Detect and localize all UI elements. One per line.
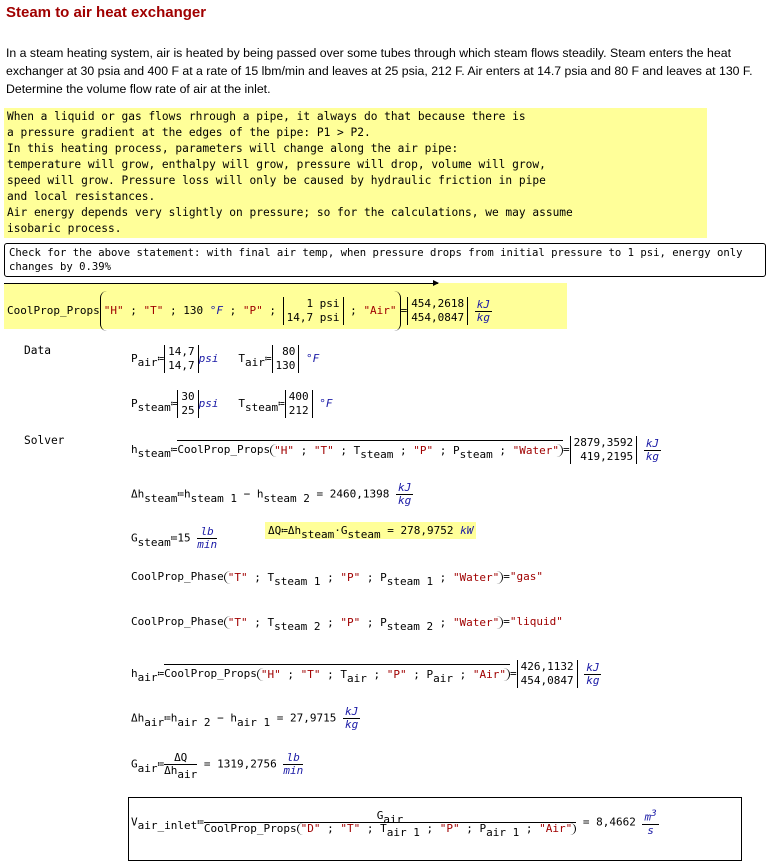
dh-air-row[interactable]: Δhair≔hair 2 − hair 1 = 27,9715 $\frac{kJ}{kg}$ [131,705,359,731]
unit-num: kJ [476,297,491,311]
p-air-unit: psi [198,352,219,365]
unit-num: kJ [397,481,412,494]
v-air-result: 8,4662 [596,815,636,829]
p-steam-v2: 25 [181,404,195,417]
dh-air-result: 27,9715 [290,711,337,725]
check-statement: Check for the above statement: with final air temp, when pressure drops from initial pressure to 1 psi, energy only changes by 0.39% [4,243,766,277]
p-air-sub: air [137,356,158,369]
g-air-result: 1319,2756 [217,757,277,771]
data-label: Data [24,344,51,357]
t-steam-sub: steam [245,401,279,414]
h-steam-r2: 419,2195 [580,450,634,463]
unit-num: m [644,810,652,824]
phase2-row[interactable]: CoolProp_Phase "T" ; Tsteam 2 ; "P" ; Psteam 2 ; "Water" ="liquid" [131,615,563,633]
h-air-r1: 426,1132 [520,660,574,673]
t-steam-name: T [238,397,245,410]
p-steam-v1: 30 [181,390,195,403]
v-air-box[interactable]: Vair_inlet≔ $\frac{\text{Gair}}{\text{CoolProp\_Props "D" ; "T" ; Tair 1 ; "P" ; Pair 1 ; "Air"}}$ = 8,4662 $\frac{m^3}{s}$ [128,797,742,861]
page-title: Steam to air heat exchanger [6,4,207,21]
check-result-2: 454,0847 [411,311,465,324]
t-air-name: T [238,352,245,365]
data-steam-row[interactable]: Psteam≔ 30 25 psi Tsteam≔ 400 212 °F [131,390,333,417]
p-steam-sub: steam [137,401,171,414]
check-calc-region[interactable] [4,283,567,329]
phase1-row[interactable]: CoolProp_Phase "T" ; Tsteam 1 ; "P" ; Psteam 1 ; "Water" ="gas" [131,570,544,588]
h-air-r2: 454,0847 [520,674,574,687]
p-air-v1: 14,7 [168,345,195,358]
p-steam-unit: psi [198,397,219,410]
data-air-row[interactable]: Pair≔ 14,7 14,7 psi Tair≔ 80 130 °F [131,345,320,372]
unit-den: kg [397,494,412,507]
h-steam-row[interactable]: hsteam≔CoolProp_Props "H" ; "T" ; Tsteam ; "P" ; Psteam ; "Water" = 2879,3592 419,2195 $\frac{kJ}{kg}$ [131,436,660,463]
phase2-result: "liquid" [509,615,563,628]
t-air-v1: 80 [282,345,296,358]
check-p1: 1 psi [306,297,340,310]
dq-unit: kW [460,524,474,537]
g-steam-value: 15 [177,531,191,545]
assumption-note: When a liquid or gas flows rhrough a pipe, it always do that because there is a pressure gradient at the edges of the pipe: P1 > P2. In this heating process, parameters will change along the air pipe: temperature will grow, enthalpy will grow, pressure will drop, volume will grow, speed will grow. Pressure loss will only be caused by hydraulic friction in pipe and local resistances. Air energy depends very slightly on pressure; so for the calculations, we may assume isobaric process. [4,108,707,238]
unit-den: kg [344,718,359,731]
p-air-name: P [131,352,138,365]
p-air-v2: 14,7 [168,359,195,372]
t-steam-v1: 400 [288,390,309,403]
unit-exp: 3 [651,808,657,819]
check-result-1: 454,2618 [411,297,465,310]
unit-num: kJ [344,705,359,718]
problem-statement: In a steam heating system, air is heated by being passed over some tubes through which steam flows steadily. Steam enters the heat exchanger at 30 psia and 400 F at a rate of 15 lbm/min and leaves at 25 psia, 212 F. Air enters at 14.7 psia and 80 F and leaves at 130 F. Determine the volume flow rate of air at the inlet. [6,46,753,96]
unit-den: kg [645,449,660,463]
unit-den: min [283,764,304,777]
unit-num: lb [283,752,303,765]
phase1-result: "gas" [509,570,544,583]
p-steam-name: P [131,397,138,410]
unit-den: kg [476,310,491,324]
t-air-unit: °F [306,352,320,365]
g-air-row[interactable]: Gair≔ $\frac{\Delta Q}{\text{Δhair}}$ = 1319,2756 $\frac{lb}{\min}$ [131,751,304,781]
check-calc-expression: CoolProp_Props "H" ; "T" ; 130 °F ; "P" ; 1 psi 14,7 psi ; "Air" = 454,2618 454,0847 $\frac{kJ}{kg}$ [7,291,492,331]
dq-row[interactable]: ΔQ≔Δhsteam·Gsteam = 278,9752 kW [265,522,476,539]
unit-num: kJ [645,436,660,450]
dh-steam-result: 2460,1398 [329,487,390,501]
dq-result: 278,9752 [400,524,454,537]
t-steam-v2: 212 [288,404,309,417]
solver-label: Solver [24,434,65,447]
g-steam-row[interactable]: Gsteam≔15 $\frac{lb}{\min}$ [131,525,218,551]
dh-steam-row[interactable]: Δhsteam≔hsteam 1 − hsteam 2 = 2460,1398 $\frac{kJ}{kg}$ [131,481,412,507]
h-air-row[interactable]: hair≔CoolProp_Props "H" ; "T" ; Tair ; "P" ; Pair ; "Air" = 426,1132 454,0847 $\frac{kJ}{kg}$ [131,660,600,687]
unit-den: kg [586,673,600,687]
check-p2: 14,7 psi [286,311,340,324]
unit-num: lb [197,526,217,539]
unit-num: kJ [586,660,600,674]
h-steam-r1: 2879,3592 [573,436,634,449]
unit-den: s [647,823,654,837]
t-air-sub: air [245,356,265,369]
t-air-v2: 130 [275,359,296,372]
t-steam-unit: °F [319,397,333,410]
unit-den: min [197,538,218,551]
